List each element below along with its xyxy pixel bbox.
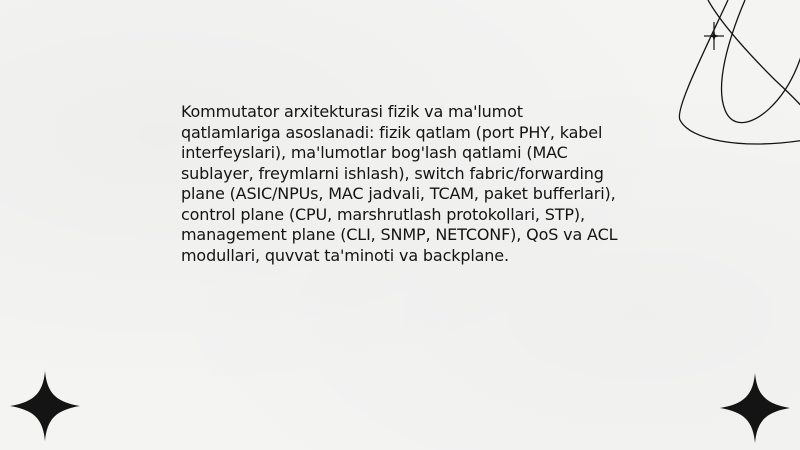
orbit-decoration-icon xyxy=(670,0,800,160)
star-icon xyxy=(10,371,80,441)
slide-body-text: Kommutator arxitekturasi fizik va ma'lumot qatlamlariga asoslanadi: fizik qatlam (port PHY, kabel interfeyslari), ma'lumotlar bog'lash qatlami (MAC sublayer, freymlarni ishlash), switch fabric/forwarding plane (ASIC/NPUs, MAC jadvali, TCAM, paket bufferlari), control plane (CPU, marshrutlash protokollari, STP), management plane (CLI, SNMP, NETCONF), QoS va ACL modullari, quvvat ta'minoti va backplane. xyxy=(181,102,618,265)
star-icon xyxy=(720,373,790,443)
